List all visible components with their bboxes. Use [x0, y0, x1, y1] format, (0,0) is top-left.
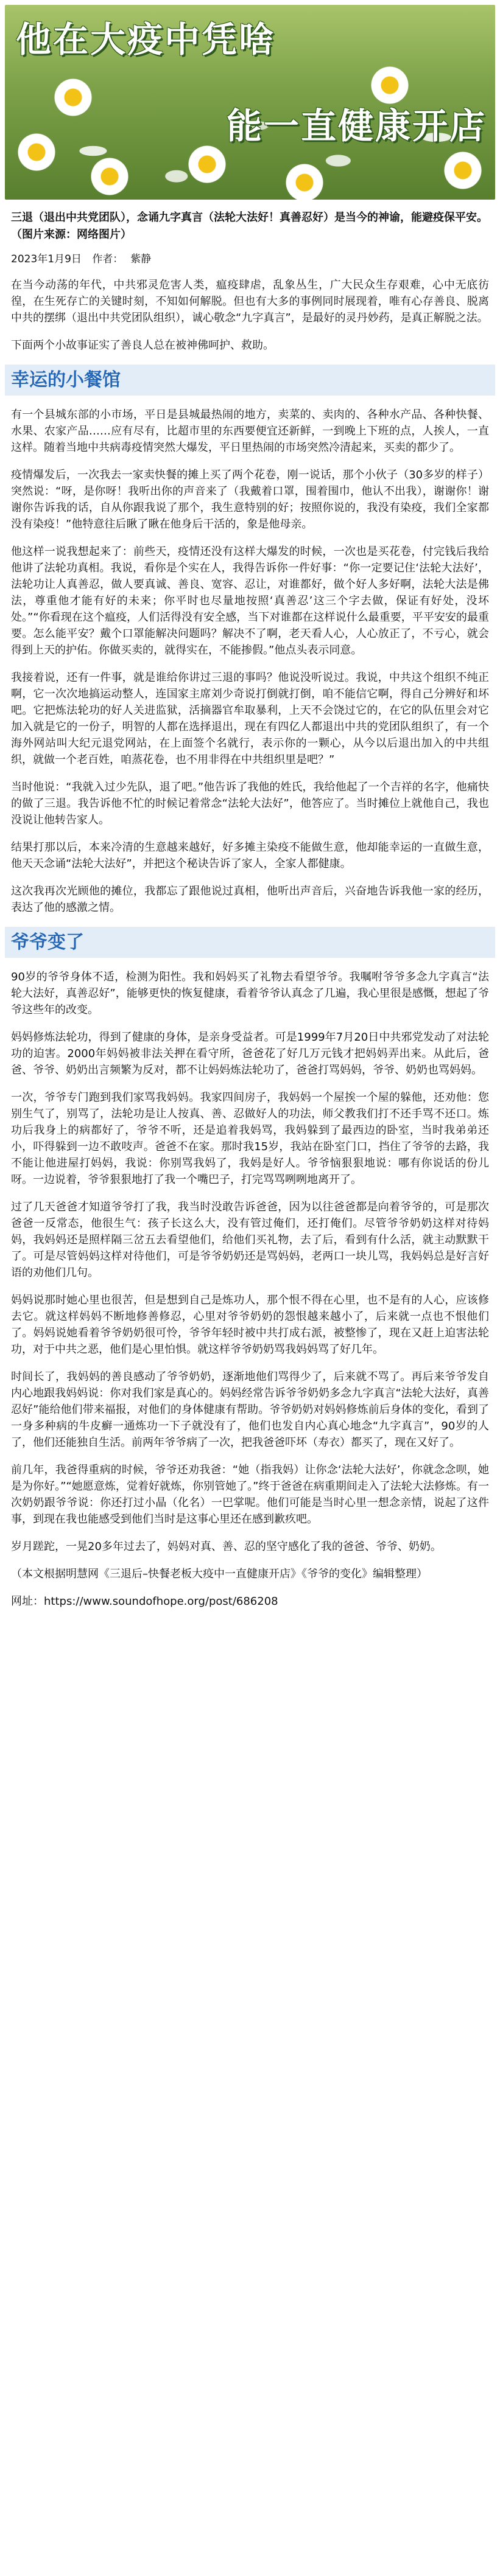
body-paragraph: 这次我再次光顾他的摊位，我都忘了跟他说过真相，他听出声音后，兴奋地告诉我他一家的经历，表达了他的感激之情。 — [11, 885, 489, 915]
body-paragraph: 过了几天爸爸才知道爷爷打了我，我当时没敢告诉爸爸，因为以往爸爸都是向着爷爷的，可是那次爸爸一反常态，他很生气：孩子长这么大，没有管过俺们，还打俺们。尽管爷爷奶奶这样对待妈妈，我妈妈还是照样隔三岔五去看望他们，给他们买礼物，去了后，看到有什么活，就主动默默干了。可是尽管妈妈这样对待他们，可是爷爷奶奶还是骂妈妈，老两口一块儿骂，我妈妈总是好言好语的劝他们几句。 — [11, 1201, 489, 1280]
hero-banner-image — [5, 5, 495, 200]
publish-date: 2023年1月9日 — [11, 253, 82, 265]
image-caption: 三退（退出中共党团队），念诵九字真言（法轮大法好！真善忍好）是当今的神谕，能避疫保平安。（图片来源：网络图片） — [11, 211, 488, 241]
daisy-flower-icon — [443, 151, 482, 190]
body-paragraph: 当时他说：“我就入过少先队，退了吧。”他告诉了我他的姓氏，我给他起了一个吉祥的名字，他痛快的做了三退。我告诉他不忙的时候记着常念“法轮大法好”，他答应了。当时摊位上就他自己，我也没说让他转告家人。 — [11, 781, 489, 827]
daisy-flower-icon — [90, 157, 129, 196]
source-url-line — [11, 1593, 489, 1610]
intro-paragraph: 下面两个小故事证实了善良人总在被神佛呵护、救助。 — [11, 339, 274, 352]
section-heading-restaurant: 幸运的小餐馆 — [5, 365, 495, 396]
section-heading-grandpa: 爷爷变了 — [5, 927, 495, 958]
url-label: 网址： — [11, 1595, 44, 1608]
daisy-flower-icon — [17, 133, 56, 172]
body-paragraph: 90岁的爷爷身体不适，检测为阳性。我和妈妈买了礼物去看望爷爷。我嘱咐爷爷多念九字真言“法轮大法好，真善忍好”，能够更快的恢复健康，看着爷爷认真念了几遍，我心里很是感慨，想起了爷爷这些年的改变。 — [11, 971, 489, 1017]
author-label: 作者： — [92, 253, 124, 265]
author-byline — [92, 253, 158, 265]
daisy-flower-icon — [188, 145, 227, 184]
author-name: 紫静 — [130, 253, 152, 265]
body-paragraph: 他这样一说我想起来了：前些天，疫情还没有这样大爆发的时候，一次也是买花卷，付完钱后我给他讲了法轮功真相。我说，看你是个实在人，我得告诉你一件好事：“你一定要记住‘法轮大法好’，法轮功让人真善忍，做人要真诚、善良、宽容、忍让，对谁都好，做个好人多好啊，法轮大法是佛法，尊重他才能有好的未来；你平时也尽量地按照‘真善忍’这三个字去做，保证有好处，没坏处。”“你看现在这个瘟疫，人们活得没有安全感，当下对谁都在这样说什么最重要，平平安安的最重要。怎么能平安？戴个口罩能解决问题吗？解决不了啊，老天看人心，人心放正了，不亏心，就会得到上天的护佑。你做买卖的，就得实在，不能掺假。”他点头表示同意。 — [11, 545, 489, 657]
body-paragraph: 前几年，我爸得重病的时候，爷爷还劝我爸：“她（指我妈）让你念‘法轮大法好’，你就念念呗，她是为你好。”“她愿意炼，觉着好就炼，你别管她了。”终于爸爸在病重期间走入了法轮大法修炼。有一次奶奶跟爷爷说：你还打过小晶（化名）一巴掌呢。他们可能是当时心里一想念亲情，说起了这件事，到现在我也能感受到他们当时是这事心里还在感到歉疚吧。 — [11, 1464, 489, 1526]
daisy-flower-icon — [370, 66, 409, 105]
body-paragraph: 结果打那以后，本来冷清的生意越来越好，好多摊主染疫不能做生意，他却能幸运的一直做生意，他天天念诵“法轮大法好”，并把这个秘诀告诉了家人，全家人都健康。 — [11, 841, 489, 871]
daisy-flower-icon — [285, 163, 324, 200]
body-paragraph: 我接着说，还有一件事，就是谁给你讲过三退的事吗？他说没听说过。我说，中共这个组织不纯正啊，它一次次地搞运动整人，连国家主席刘少奇说打倒就打倒，咱不能信它啊，得自己分辨好和坏吧。它把炼法轮功的好人关进监狱，活摘器官牟取暴利，上天不会饶过它的，在它的队伍里会对它加入就是它的一份子，明智的人都在选择退出，现在有四亿人都退出中共的党团队组织了，有一个海外网站叫大纪元退党网站，在上面签个名就行，表示你的一颗心，从今以后退出加入的中共组织，就做一个老百姓，咱蒸花卷，也不用非得在中共组织里是吧？” — [11, 671, 489, 767]
body-paragraph: 妈妈说那时她心里也很苦，但是想到自己是炼功人，那个恨不得在心里，也不是有的人心，应该修去它。就这样妈妈不断地修善修忍，心里对爷爷奶奶的怨恨越来越小了，后来就一点也不恨他们了。妈妈说她看着爷爷奶奶很可怜，爷爷年轻时被中共打成右派，被整惨了，现在又赶上迫害法轮功，对于中共之恶，他们是心里怕惧。就这样爷爷奶奶骂我妈妈骂了好几年。 — [11, 1294, 489, 1356]
source-note: （本文根据明慧网《三退后–快餐老板大疫中一直健康开店》《爷爷的变化》编辑整理） — [11, 1568, 428, 1581]
body-paragraph: 一次，爷爷专门跑到我们家骂我妈妈。我家四间房子，我妈妈一个屋挨一个屋的躲他，还劝他：您别生气了，别骂了，法轮功是让人按真、善、忍做好人的功法，师父教我们打不还手骂不还口。炼功后我身上的病都好了，爷爷不听，还是追着我妈骂，我妈躲到了最西边的卧室，当时我弟弟还小，吓得躲到一边不敢吱声。爸爸不在家。那时我15岁，我站在卧室门口，挡住了爷爷的去路，我不能让他进屋打妈妈，我说：你别骂我妈了，我妈是好人。爷爷恼狠狠地说：哪有你说话的份儿呀。一边说着，爷爷狠狠地打了我一个嘴巴子，打完骂骂咧咧地离开了。 — [11, 1091, 489, 1187]
body-paragraph: 疫情爆发后，一次我去一家卖快餐的摊上买了两个花卷，刚一说话，那个小伙子（30多岁的样子）突然说：“呀，是你呀！我听出你的声音来了（我戴着口罩，围着围巾，他认不出我），谢谢你！谢谢你告诉我的话，自从你跟我说了那个，我生意特别的好；按照你说的，我没有染疫，我们全家都没有染疫！”他特意往后瞅了瞅在他身后干活的，象是他母亲。 — [11, 469, 489, 531]
body-paragraph: 妈妈修炼法轮功，得到了健康的身体，是亲身受益者。可是1999年7月20日中共邪党发动了对法轮功的迫害。2000年妈妈被非法关押在看守所，爸爸花了好几万元钱才把妈妈弄出来。从此后，爸爸、爷爷、奶奶出言频繁为反对，都不让妈妈炼法轮功了，爸爸打骂妈妈，爷爷、奶奶也骂妈妈。 — [11, 1031, 489, 1077]
intro-paragraph: 在当今动荡的年代，中共邪灵危害人类，瘟疫肆虐，乱象丛生，广大民众生存艰难，心中无底彷徨，在生死存亡的关键时刻，不知如何解脱。但也有大多的事例同时展现着，唯有心存善良、脱离中共的摆绑（退出中共党团队组织），诚心敬念“九字真言”，是最好的灵丹妙药，是真正解脱之法。 — [11, 279, 489, 325]
source-url-link[interactable]: https://www.soundofhope.org/post/686208 — [44, 1595, 278, 1608]
body-paragraph: 岁月蹉跎，一晃20多年过去了，妈妈对真、善、忍的坚守感化了我的爸爸、爷爷、奶奶。 — [11, 1540, 442, 1554]
daisy-flower-icon — [54, 78, 93, 117]
hero-title-line-1: 他在大疫中凭啥 — [16, 19, 276, 60]
hero-title-line-2: 能一直健康开店 — [226, 105, 487, 147]
body-paragraph: 有一个县城东部的小市场，平日是县城最热闹的地方，卖菜的、卖肉的、各种水产品、各种快餐、水果、农家产品……应有尽有，比超市里的东西要便宜还新鲜，一到晚上下班的点，人挨人，一直这样。随着当地中共病毒疫情突然大爆发，平日里热闹的市场突然冷清起来，买卖的都少了。 — [11, 408, 489, 455]
body-paragraph: 时间长了，我妈妈的善良感动了爷爷奶奶，逐渐地他们骂得少了，后来就不骂了。再后来爷爷发自内心地跟我妈妈说：你对我们家是真心的。妈妈经常告诉爷爷奶奶多念九字真言“法轮大法好，真善忍好”能给他们带来福报，对他们的身体健康有帮助。爷爷奶奶对妈妈修炼前后身体的变化，看到了一身多种病的牛皮癣一通炼功一下子就没有了，他们也发自内心真心地念“九字真言”，90岁的人了，他们还能独自生活。前两年爷爷病了一次，把我爸爸吓坏（寿衣）都买了，现在又好了。 — [11, 1370, 489, 1450]
article-meta — [11, 252, 489, 268]
article-page — [5, 0, 495, 1635]
